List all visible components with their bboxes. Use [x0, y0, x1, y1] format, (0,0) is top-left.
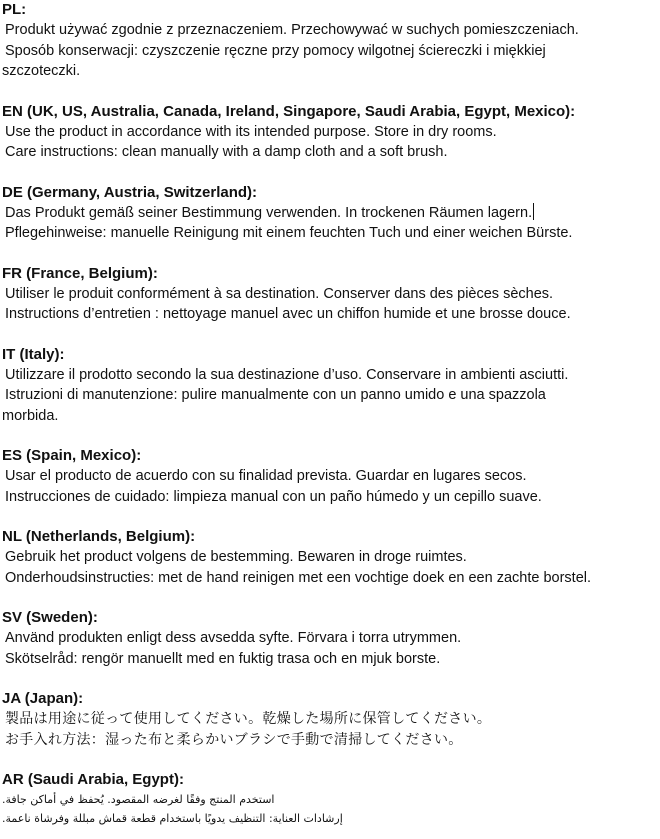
section-gap — [0, 426, 660, 446]
section-de — [0, 183, 660, 244]
section-ja — [0, 689, 660, 750]
section-heading-sv: SV (Sweden): — [2, 609, 98, 626]
text-line: Instrucciones de cuidado: limpieza manual con un paño húmedo y un cepillo suave. — [5, 488, 542, 505]
text-line: Skötselråd: rengör manuellt med en fuktig trasa och en mjuk borste. — [5, 650, 441, 667]
text-line: Utilizzare il prodotto secondo la sua destinazione d’uso. Conservare in ambienti asciutti. — [5, 366, 569, 383]
section-es — [0, 446, 660, 507]
section-ar — [0, 770, 660, 828]
section-gap — [0, 163, 660, 183]
section-heading-pl: PL: — [2, 1, 27, 18]
section-heading-de: DE (Germany, Austria, Switzerland): — [2, 183, 258, 201]
text-line: Usar el producto de acuerdo con su finalidad prevista. Guardar en lugares secos. — [5, 468, 527, 484]
section-pl — [0, 0, 660, 82]
section-fr — [0, 264, 660, 325]
text-line: Pflegehinweise: manuelle Reinigung mit einem feuchten Tuch und einer weichen Bürste. — [5, 225, 573, 241]
section-gap — [0, 750, 660, 770]
text-line: Sposób konserwacji: czyszczenie ręczne przy pomocy wilgotnej ściereczki i miękkiej — [5, 42, 546, 59]
text-line: استخدم المنتج وفقًا لغرضه المقصود. يُحفظ في أماكن جافة. — [2, 793, 275, 806]
text-line: Onderhoudsinstructies: met de hand reinigen met een vochtige doek en een zachte borstel. — [5, 569, 592, 586]
text-line: Gebruik het product volgens de bestemming. Bewaren in droge ruimtes. — [5, 549, 467, 565]
text-line: Das Produkt gemäß seiner Bestimmung verwenden. In trockenen Räumen lagern. — [5, 204, 533, 221]
section-heading-it: IT (Italy): — [2, 345, 65, 363]
section-gap — [0, 325, 660, 345]
section-en — [0, 102, 660, 163]
section-heading-en: EN (UK, US, Australia, Canada, Ireland, Singapore, Saudi Arabia, Egypt, Mexico): — [2, 102, 576, 120]
section-gap — [0, 244, 660, 264]
text-line: Istruzioni di manutenzione: pulire manualmente con un panno umido e una spazzola — [5, 387, 546, 403]
section-heading-nl: NL (Netherlands, Belgium): — [2, 528, 196, 545]
section-gap — [0, 588, 660, 608]
section-heading-ja: JA (Japan): — [2, 690, 84, 707]
text-line: Instructions d’entretien : nettoyage manuel avec un chiffon humide et une brosse douce. — [5, 306, 571, 322]
section-gap — [0, 507, 660, 527]
section-gap — [0, 669, 660, 689]
text-line: Use the product in accordance with its intended purpose. Store in dry rooms. — [5, 123, 497, 140]
section-heading-fr: FR (France, Belgium): — [2, 264, 158, 282]
text-line: szczoteczki. — [2, 63, 81, 79]
section-heading-ar: AR (Saudi Arabia, Egypt): — [2, 771, 184, 788]
text-line: Care instructions: clean manually with a damp cloth and a soft brush. — [5, 144, 448, 160]
section-gap — [0, 82, 660, 102]
section-it — [0, 345, 660, 427]
text-line-with-cursor[interactable] — [0, 203, 660, 224]
text-line: إرشادات العناية: التنظيف يدويًا باستخدام قطعة قماش مبللة وفرشاة ناعمة. — [2, 812, 343, 825]
section-nl — [0, 527, 660, 588]
text-line: morbida. — [2, 407, 59, 424]
text-line: Produkt używać zgodnie z przeznaczeniem. Przechowywać w suchych pomieszczeniach. — [5, 22, 579, 38]
text-cursor — [533, 203, 534, 220]
text-line: 製品は用途に従って使用してください。乾燥した場所に保管してください。 — [5, 711, 492, 727]
text-line: Utiliser le produit conformément à sa destination. Conserver dans des pièces sèches. — [5, 285, 554, 302]
section-sv — [0, 608, 660, 669]
text-line: お手入れ方法：湿った布と柔らかいブラシで手動で清掃してください。 — [5, 731, 463, 748]
section-heading-es: ES (Spain, Mexico): — [2, 447, 142, 464]
text-line: Använd produkten enligt dess avsedda syfte. Förvara i torra utrymmen. — [5, 630, 462, 646]
